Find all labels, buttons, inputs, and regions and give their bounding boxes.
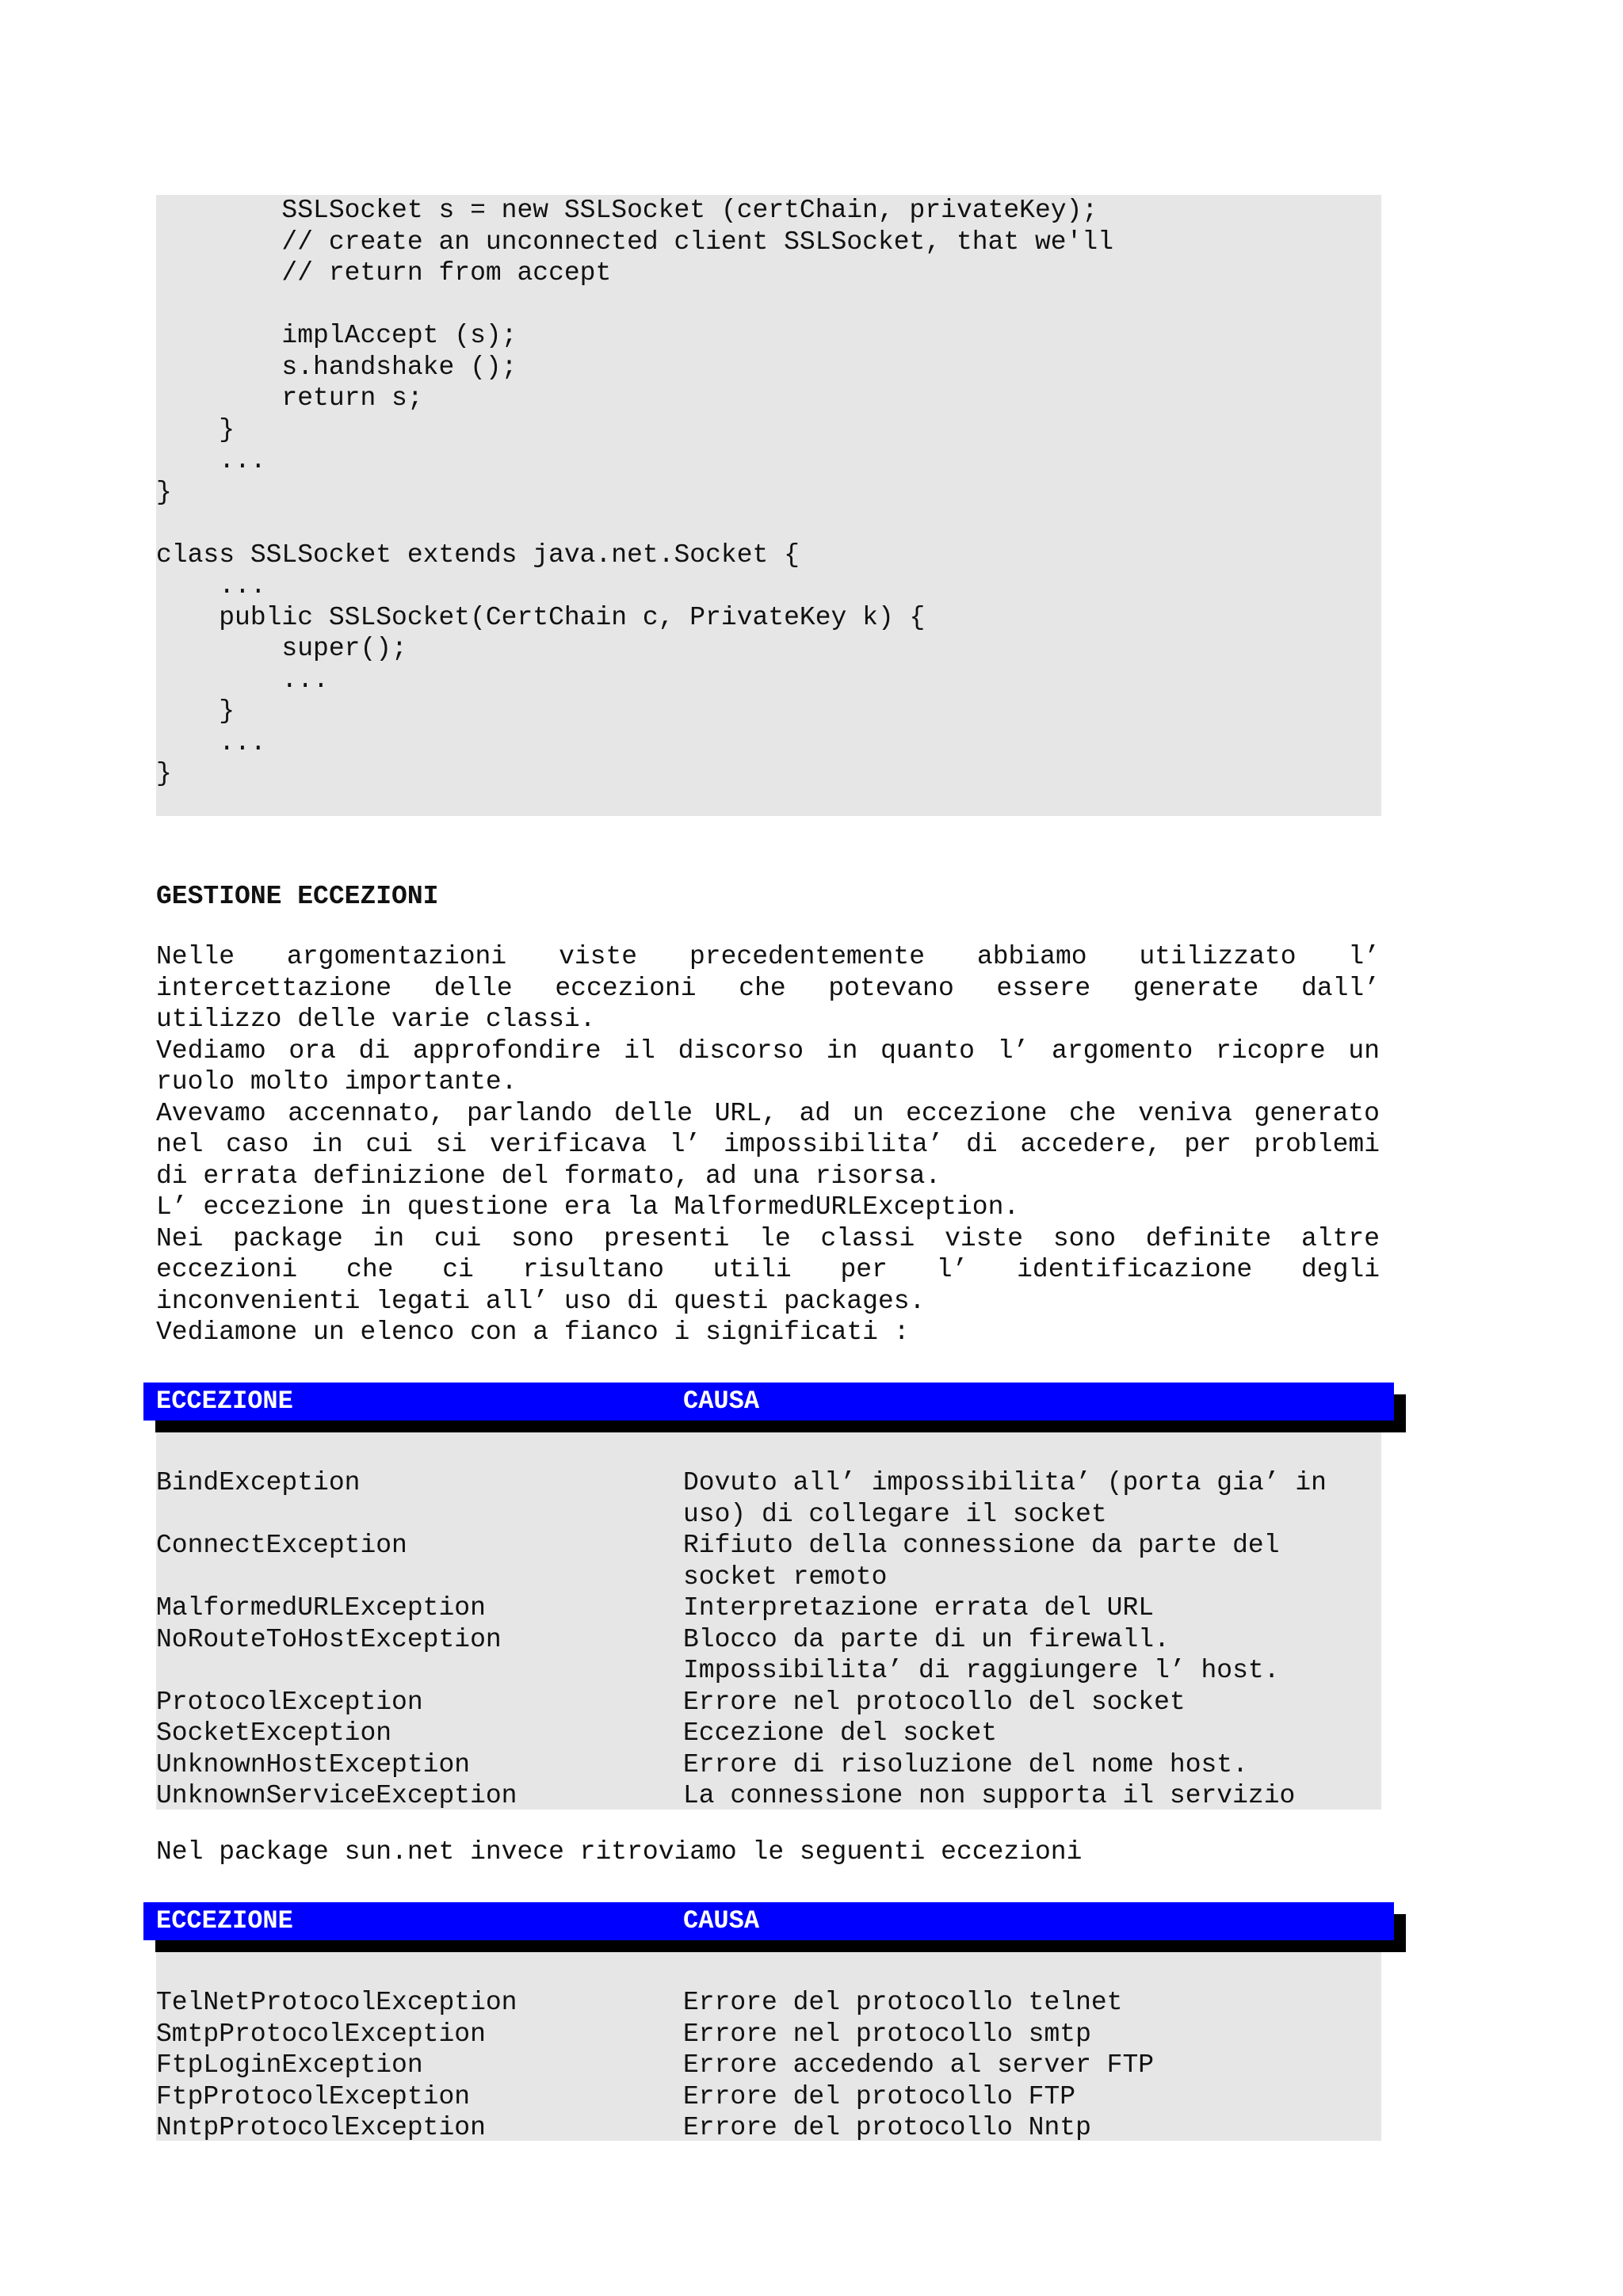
header-causa: CAUSA xyxy=(683,1386,760,1416)
exception-cause: Errore nel protocollo smtp xyxy=(683,2019,1091,2049)
paragraph-line: L’ eccezione in questione era la MalformedURLException. xyxy=(156,1192,1020,1222)
exception-name: FtpProtocolException xyxy=(156,2081,471,2111)
exception-cause: Blocco da parte di un firewall. xyxy=(683,1624,1170,1654)
paragraph-line: ruolo molto importante. xyxy=(156,1067,517,1097)
code-line: ... xyxy=(156,446,266,475)
code-line: ... xyxy=(156,727,266,757)
paragraph-line: Vediamone un elenco con a fianco i significati : xyxy=(156,1318,910,1347)
code-line: ... xyxy=(156,665,329,695)
exception-name: NoRouteToHostException xyxy=(156,1624,502,1654)
header-eccezione: ECCEZIONE xyxy=(156,1906,293,1936)
exceptions-table-header xyxy=(143,1383,1394,1421)
sun-net-table-header xyxy=(143,1902,1394,1940)
exception-cause: Rifiuto della connessione da parte del xyxy=(683,1531,1280,1560)
exception-cause: Errore accedendo al server FTP xyxy=(683,2050,1155,2080)
code-line: } xyxy=(156,414,235,444)
code-line: // return from accept xyxy=(156,258,612,288)
paragraph-line: inconvenienti legati all’ uso di questi packages. xyxy=(156,1286,926,1316)
exception-cause: Errore di risoluzione del nome host. xyxy=(683,1749,1248,1779)
code-line: super(); xyxy=(156,634,407,663)
code-line: } xyxy=(156,759,172,788)
code-line: return s; xyxy=(156,383,423,413)
exception-cause: socket remoto xyxy=(683,1562,888,1592)
exception-name: MalformedURLException xyxy=(156,1593,486,1623)
code-line: // create an unconnected client SSLSocket, that we'll xyxy=(156,227,1113,257)
exception-name: SmtpProtocolException xyxy=(156,2019,486,2049)
exception-name: ConnectException xyxy=(156,1531,407,1560)
code-line: s.handshake (); xyxy=(156,352,517,382)
paragraph-line: Nei package in cui sono presenti le classi viste sono definite altre xyxy=(156,1223,1380,1253)
code-line: } xyxy=(156,477,172,507)
paragraph-line: Avevamo accennato, parlando delle URL, ad un eccezione che veniva generato xyxy=(156,1098,1380,1128)
sun-net-intro: Nel package sun.net invece ritroviamo le seguenti eccezioni xyxy=(156,1837,1083,1867)
code-line: implAccept (s); xyxy=(156,321,517,350)
exception-name: NntpProtocolException xyxy=(156,2113,486,2142)
exceptions-table-body xyxy=(156,1432,1381,1810)
exception-cause: Errore nel protocollo del socket xyxy=(683,1687,1186,1717)
exception-name: UnknownHostException xyxy=(156,1749,471,1779)
code-line: ... xyxy=(156,571,266,601)
paragraph-line: Vediamo ora di approfondire il discorso in quanto l’ argomento ricopre un xyxy=(156,1035,1380,1066)
exception-name: BindException xyxy=(156,1468,361,1497)
paragraph-line: nel caso in cui si verificava l’ impossibilita’ di accedere, per problemi xyxy=(156,1130,1380,1159)
header-eccezione: ECCEZIONE xyxy=(156,1386,293,1416)
exception-cause: uso) di collegare il socket xyxy=(683,1499,1107,1529)
exception-name: UnknownServiceException xyxy=(156,1781,517,1810)
exception-cause: Errore del protocollo telnet xyxy=(683,1988,1123,2017)
header-causa: CAUSA xyxy=(683,1906,760,1936)
exception-cause: Errore del protocollo FTP xyxy=(683,2081,1076,2111)
paragraph-line: Nelle argomentazioni viste precedentemente abbiamo utilizzato l’ xyxy=(156,942,1380,971)
paragraph-line: utilizzo delle varie classi. xyxy=(156,1005,596,1034)
paragraph-line: eccezioni che ci risultano utili per l’ identificazione degli xyxy=(156,1255,1380,1284)
section-title: GESTIONE ECCEZIONI xyxy=(156,882,439,911)
code-line: SSLSocket s = new SSLSocket (certChain, privateKey); xyxy=(156,196,1098,225)
exception-name: TelNetProtocolException xyxy=(156,1988,517,2017)
exception-cause: La connessione non supporta il servizio xyxy=(683,1781,1296,1810)
code-line: } xyxy=(156,696,235,726)
exception-cause: Impossibilita’ di raggiungere l’ host. xyxy=(683,1656,1280,1685)
code-line: public SSLSocket(CertChain c, PrivateKey k) { xyxy=(156,602,926,632)
exception-cause: Interpretazione errata del URL xyxy=(683,1593,1155,1623)
exception-name: ProtocolException xyxy=(156,1687,423,1717)
paragraph-line: di errata definizione del formato, ad una risorsa. xyxy=(156,1161,941,1191)
exception-cause: Errore del protocollo Nntp xyxy=(683,2113,1091,2142)
sun-net-table-body xyxy=(156,1952,1381,2141)
code-line: class SSLSocket extends java.net.Socket { xyxy=(156,540,800,570)
exception-name: SocketException xyxy=(156,1718,392,1748)
exception-cause: Eccezione del socket xyxy=(683,1718,998,1748)
exception-cause: Dovuto all’ impossibilita’ (porta gia’ in xyxy=(683,1468,1327,1497)
exception-name: FtpLoginException xyxy=(156,2050,423,2080)
code-block xyxy=(156,195,1381,816)
paragraph-line: intercettazione delle eccezioni che potevano essere generate dall’ xyxy=(156,973,1380,1003)
